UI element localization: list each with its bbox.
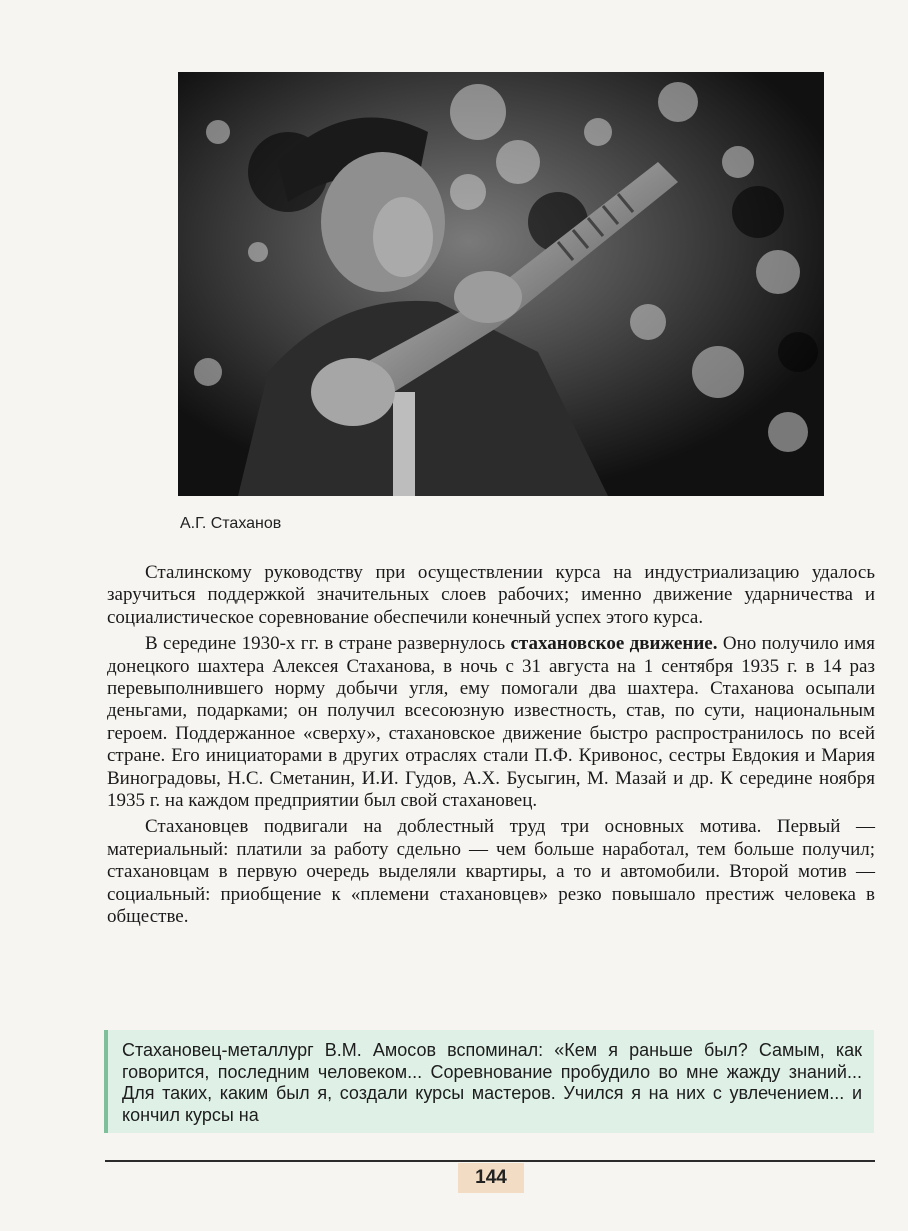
stakhanov-photo bbox=[178, 72, 824, 496]
paragraph-3: Стахановцев подвигали на доблестный труд три основных мотива. Первый — материальный: платили за работу сдельно — чем больше наработал, тем больше получил; стахановцам в первую очередь выделяли квартиры, а то и автомобили. Второй мотив — социальный: приобщение к «племени стахановцев» резко повышало престиж человека в обществе. bbox=[107, 816, 875, 928]
term-stakhanov-movement: стахановское движение. bbox=[510, 633, 718, 655]
paragraph-2-rest: Оно получило имя донецкого шахтера Алексея Стаханова, в ночь с 31 августа на 1 сентября 1935 г. в 14 раз перевыполнившего норму добычи угля, ему помогали два шахтера. Стаханова осыпали деньгами, подарками; он получил всесоюзную известность, став, по сути, национальным героем. Поддержанное «сверху», стахановское движение быстро распространилось по всей стране. Его инициаторами в других отраслях стали П.Ф. Кривонос, сестры Евдокия и Мария Виноградовы, Н.С. Сметанин, И.И. Гудов, А.Х. Бусыгин, М. Мазай и др. К середине ноября 1935 г. на каждом предприятии был свой стахановец. bbox=[107, 633, 875, 812]
footer-rule bbox=[105, 1160, 875, 1162]
paragraph-1: Сталинскому руководству при осуществлении курса на индустриализацию удалось заручиться поддержкой значительных слоев рабочих; именно движение ударничества и социалистическое соревнование обеспечили конечный успех этого курса. bbox=[107, 562, 875, 628]
main-text bbox=[107, 562, 875, 933]
paragraph-2 bbox=[107, 633, 875, 812]
paragraph-2-start: В середине 1930-х гг. в стране развернулось bbox=[145, 633, 511, 655]
quote-text: Стахановец-металлург В.М. Амосов вспоминал: «Кем я раньше был? Самым, как говорится, последним человеком... Соревнование пробудило во мне жажду знаний... Для таких, каким был я, создали курсы мастеров. Учился я на них с увлечением... и кончил курсы на bbox=[122, 1040, 862, 1125]
photo-caption: А.Г. Стаханов bbox=[180, 515, 282, 532]
quote-box bbox=[104, 1030, 874, 1133]
photo-illustration bbox=[178, 72, 824, 496]
page-number: 144 bbox=[458, 1163, 524, 1193]
